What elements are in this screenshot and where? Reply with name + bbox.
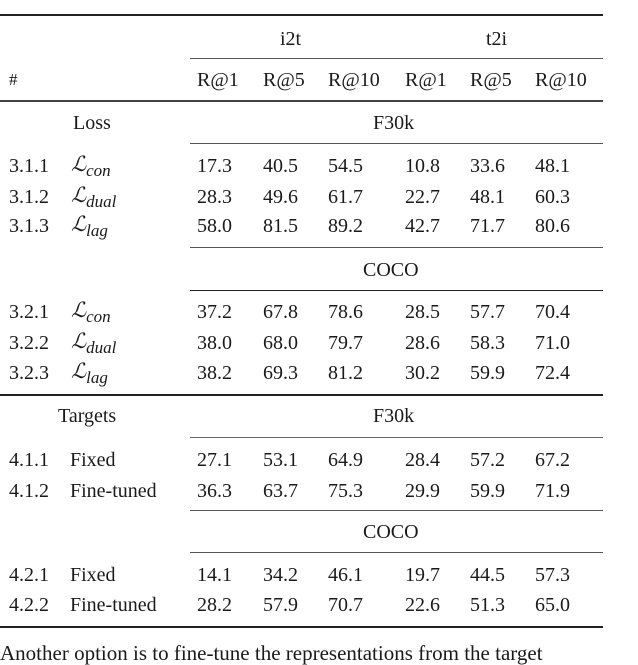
cell: 81.2 — [328, 362, 363, 384]
cmidrule — [190, 510, 603, 511]
cmidrule — [190, 552, 603, 553]
row-label: ℒ$_{lag}$ — [71, 359, 108, 387]
cell: 40.5 — [263, 155, 298, 177]
table-row — [0, 359, 603, 387]
cmidrule — [190, 437, 603, 438]
cell: 53.1 — [263, 449, 298, 471]
row-id: 3.1.1 — [9, 155, 49, 177]
metric-header: R@1 — [197, 69, 239, 91]
cell: 67.2 — [535, 449, 570, 471]
cell: 48.1 — [470, 186, 505, 208]
row-label: ℒ$_{con}$ — [71, 298, 111, 326]
cell: 69.3 — [263, 362, 298, 384]
factor-label: Loss — [73, 112, 111, 134]
row-label: Fine-tuned — [70, 594, 157, 616]
cell: 37.2 — [197, 301, 232, 323]
cell: 22.7 — [405, 186, 440, 208]
cell: 28.2 — [197, 594, 232, 616]
cell: 29.9 — [405, 480, 440, 502]
row-id: 3.2.1 — [9, 301, 49, 323]
cell: 28.5 — [405, 301, 440, 323]
cell: 59.9 — [470, 480, 505, 502]
cell: 71.7 — [470, 215, 505, 237]
cell: 68.0 — [263, 332, 298, 354]
cell: 17.3 — [197, 155, 232, 177]
metric-header: R@10 — [535, 69, 587, 91]
cell: 27.1 — [197, 449, 232, 471]
cell: 67.8 — [263, 301, 298, 323]
dataset-label: COCO — [363, 259, 419, 281]
metric-header: R@1 — [405, 69, 447, 91]
table-row — [0, 152, 603, 180]
cell: 59.9 — [470, 362, 505, 384]
bottom-rule — [0, 626, 603, 628]
group-label-t2i: t2i — [486, 28, 508, 50]
cell: 54.5 — [328, 155, 363, 177]
cell: 65.0 — [535, 594, 570, 616]
cell: 57.9 — [263, 594, 298, 616]
group-label-i2t: i2t — [280, 28, 302, 50]
table-row — [0, 481, 603, 505]
cell: 72.4 — [535, 362, 570, 384]
cell: 36.3 — [197, 480, 232, 502]
cell: 71.9 — [535, 480, 570, 502]
hash-header: # — [9, 70, 18, 89]
row-label: Fine-tuned — [70, 480, 157, 502]
row-id: 4.1.2 — [9, 480, 49, 502]
cell: 81.5 — [263, 215, 298, 237]
header-cmidrule — [190, 58, 603, 59]
cell: 28.6 — [405, 332, 440, 354]
table-row — [0, 183, 603, 211]
cell: 57.7 — [470, 301, 505, 323]
cell: 33.6 — [470, 155, 505, 177]
metric-header: R@5 — [263, 69, 305, 91]
dataset-label: COCO — [363, 521, 419, 543]
row-label: Fixed — [70, 449, 116, 471]
table-row — [0, 329, 603, 357]
cell: 61.7 — [328, 186, 363, 208]
row-label: ℒ$_{lag}$ — [71, 212, 108, 240]
table-row — [0, 565, 603, 589]
cell: 80.6 — [535, 215, 570, 237]
metric-header: R@5 — [470, 69, 512, 91]
factor-label: Targets — [58, 405, 117, 427]
row-id: 4.2.1 — [9, 564, 49, 586]
cell: 38.2 — [197, 362, 232, 384]
cell: 19.7 — [405, 564, 440, 586]
cell: 46.1 — [328, 564, 363, 586]
cell: 70.7 — [328, 594, 363, 616]
cell: 51.3 — [470, 594, 505, 616]
cell: 75.3 — [328, 480, 363, 502]
cell: 89.2 — [328, 215, 363, 237]
table-row — [0, 298, 603, 326]
row-id: 3.2.2 — [9, 332, 49, 354]
dataset-label: F30k — [373, 112, 415, 134]
cell: 60.3 — [535, 186, 570, 208]
cell: 28.4 — [405, 449, 440, 471]
cell: 57.3 — [535, 564, 570, 586]
cell: 44.5 — [470, 564, 505, 586]
row-label: ℒ$_{dual}$ — [71, 183, 117, 211]
cell: 70.4 — [535, 301, 570, 323]
section-rule — [0, 394, 603, 396]
cell: 58.0 — [197, 215, 232, 237]
metric-header: R@10 — [328, 69, 380, 91]
cmidrule — [190, 290, 603, 291]
cell: 22.6 — [405, 594, 440, 616]
table-row — [0, 450, 603, 474]
row-label: Fixed — [70, 564, 116, 586]
cell: 42.7 — [405, 215, 440, 237]
cell: 57.2 — [470, 449, 505, 471]
cell: 38.0 — [197, 332, 232, 354]
row-id: 4.1.1 — [9, 449, 49, 471]
dataset-label: F30k — [373, 405, 415, 427]
row-id: 3.2.3 — [9, 362, 49, 384]
body-text-fragment: Another option is to fine-tune the representations from the target — [0, 641, 543, 665]
cmidrule — [190, 247, 603, 248]
cell: 10.8 — [405, 155, 440, 177]
cell: 64.9 — [328, 449, 363, 471]
cell: 30.2 — [405, 362, 440, 384]
row-label: ℒ$_{con}$ — [71, 152, 111, 180]
row-id: 3.1.2 — [9, 186, 49, 208]
cell: 71.0 — [535, 332, 570, 354]
cell: 58.3 — [470, 332, 505, 354]
cell: 14.1 — [197, 564, 232, 586]
cell: 78.6 — [328, 301, 363, 323]
header-midrule — [0, 100, 603, 102]
row-id: 4.2.2 — [9, 594, 49, 616]
row-id: 3.1.3 — [9, 215, 49, 237]
cell: 34.2 — [263, 564, 298, 586]
cmidrule — [190, 143, 603, 144]
table-row — [0, 595, 603, 619]
cell: 49.6 — [263, 186, 298, 208]
row-label: ℒ$_{dual}$ — [71, 329, 117, 357]
cell: 63.7 — [263, 480, 298, 502]
top-rule — [0, 14, 603, 16]
table-row — [0, 212, 603, 240]
cell: 79.7 — [328, 332, 363, 354]
cell: 48.1 — [535, 155, 570, 177]
cell: 28.3 — [197, 186, 232, 208]
